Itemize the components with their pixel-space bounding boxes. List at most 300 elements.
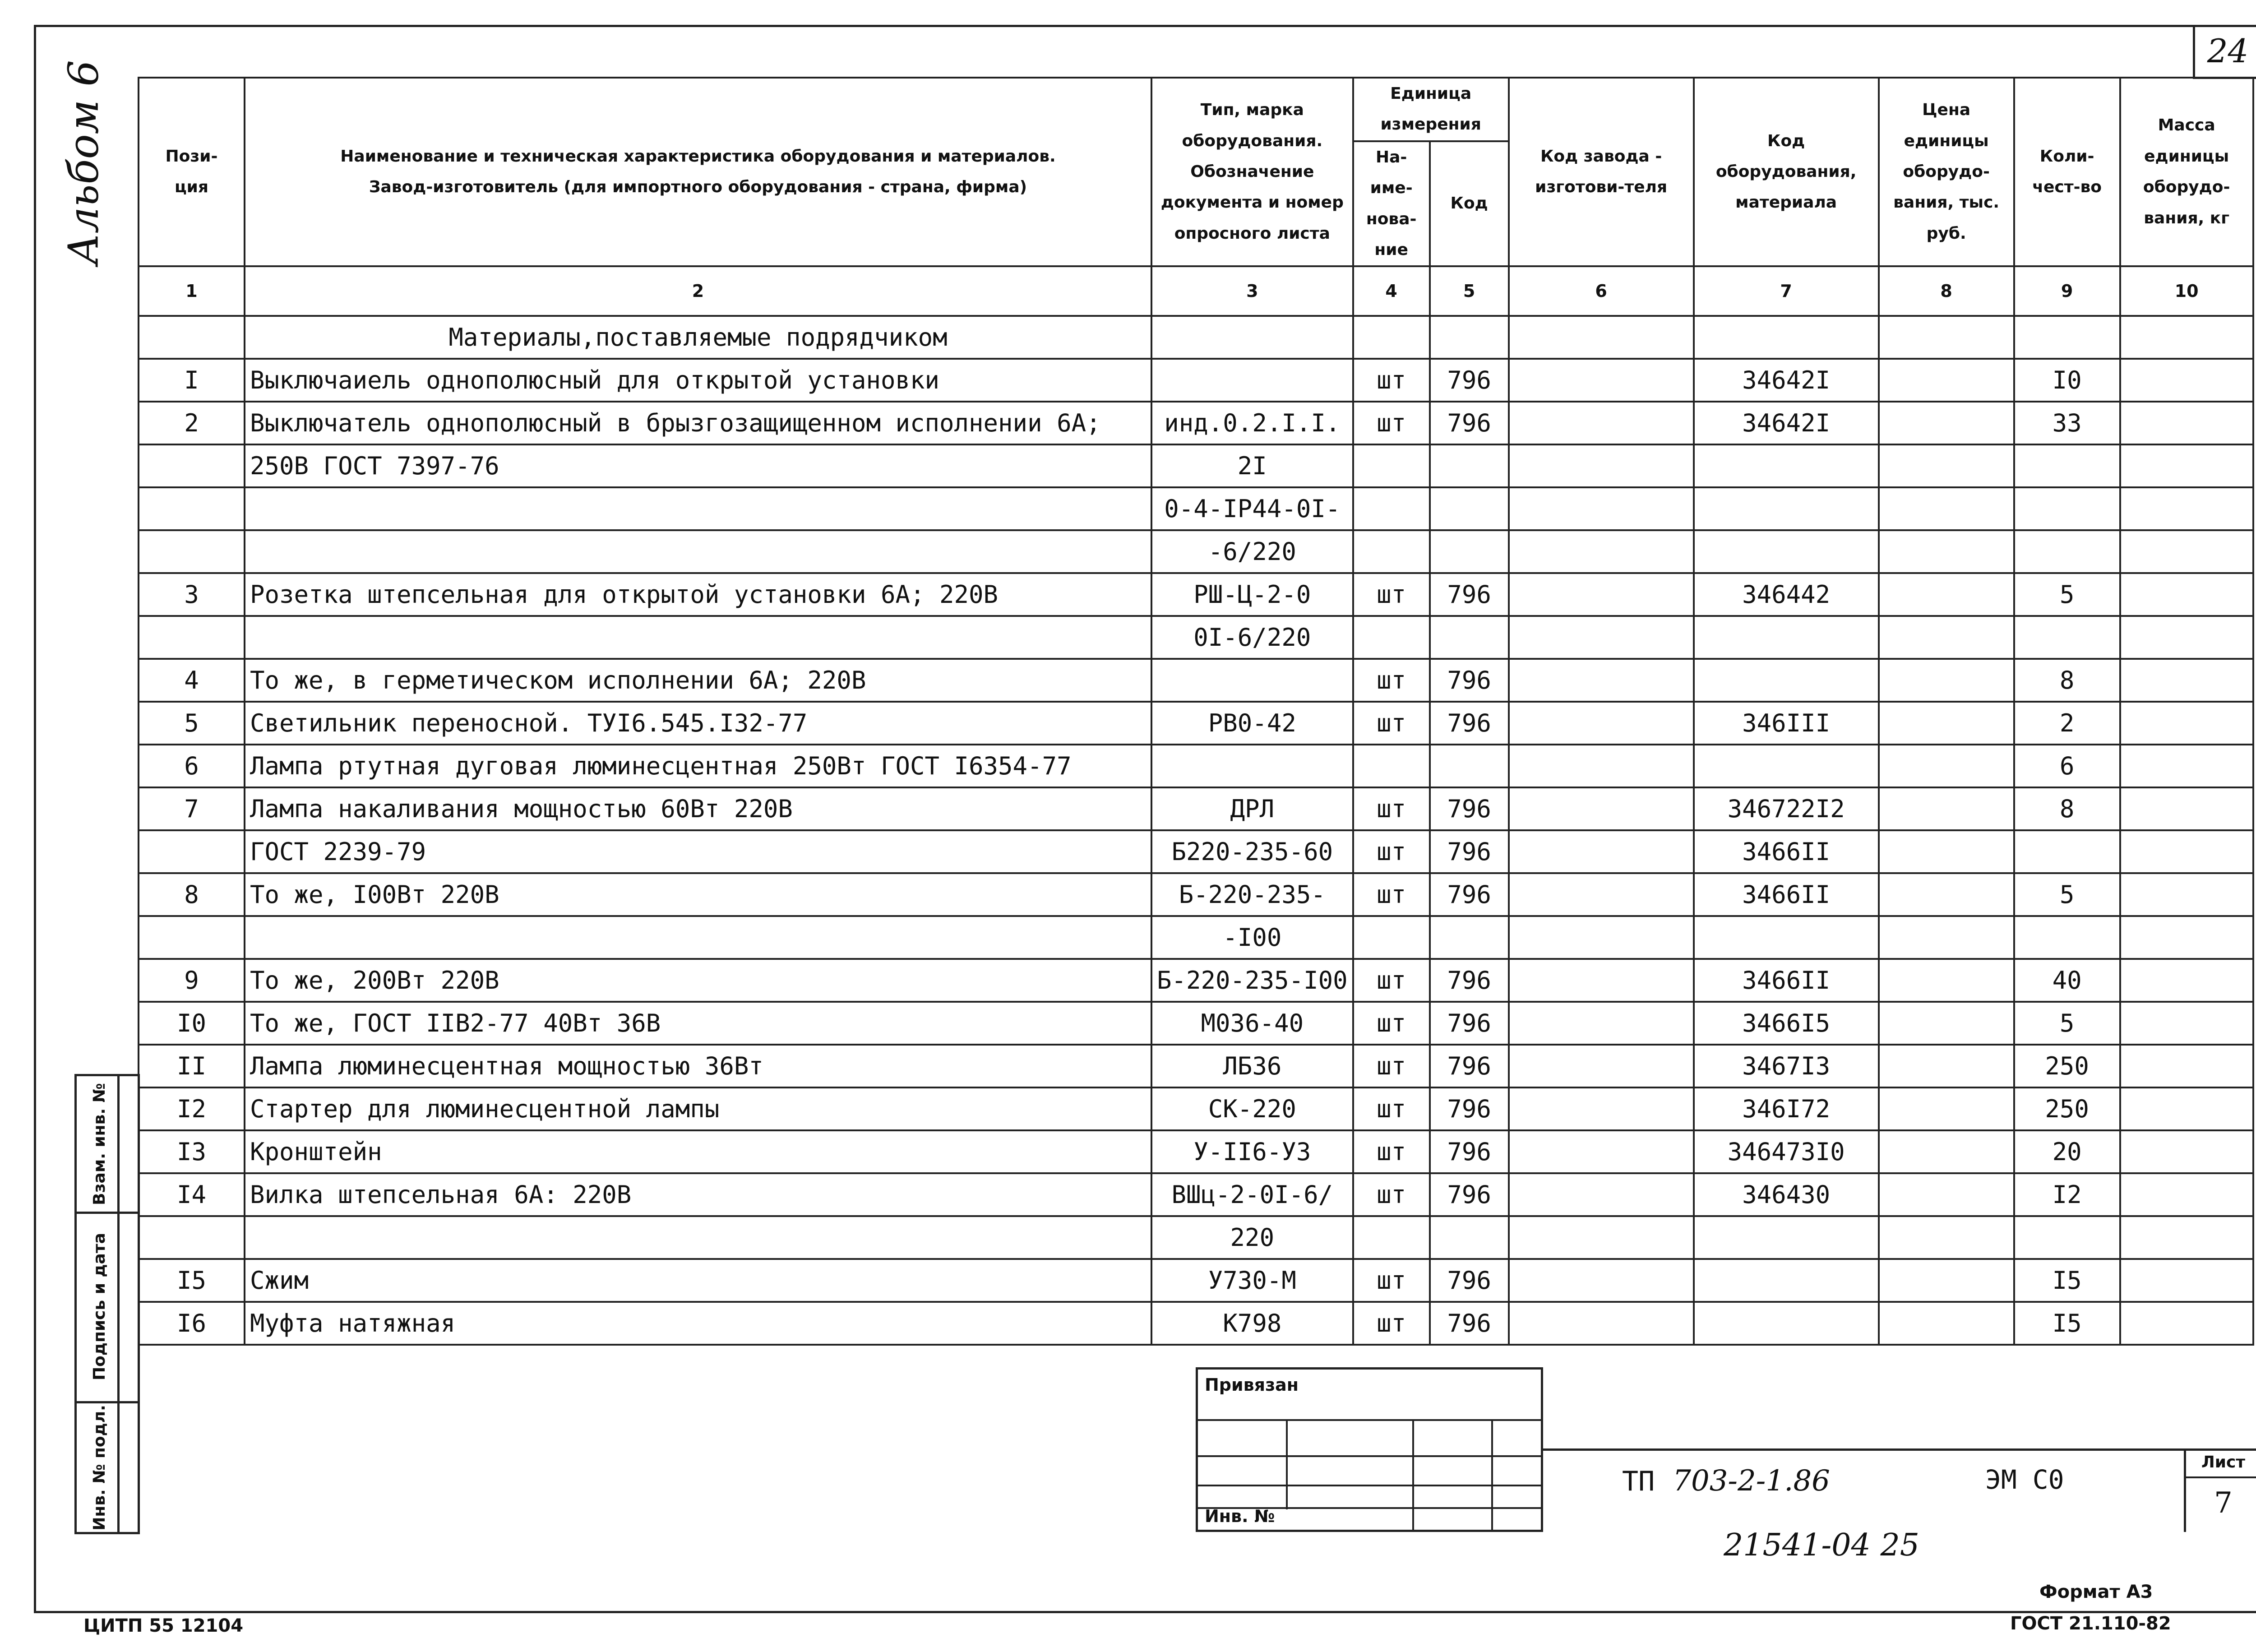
row-quantity <box>2014 530 2120 573</box>
sheet-box <box>2184 1448 2256 1532</box>
stamp-line <box>1198 1419 1541 1421</box>
row-factory-code <box>1509 1002 1694 1045</box>
row-quantity: 40 <box>2014 959 2120 1002</box>
row-material-code <box>1694 530 1879 573</box>
row-unit-code: 796 <box>1430 873 1509 916</box>
sheet-number-top: 24 <box>2193 25 2256 79</box>
row-unit: шт <box>1353 787 1430 830</box>
header-unit-group: Единица измерения <box>1353 78 1509 141</box>
row-quantity: 250 <box>2014 1045 2120 1087</box>
row-position: I5 <box>139 1259 245 1302</box>
document-code <box>1622 1464 1830 1498</box>
row-mass <box>2120 444 2253 487</box>
album-label: Альбом 6 <box>59 60 108 265</box>
row-mass <box>2120 573 2253 616</box>
row-material-code: 3466II <box>1694 873 1879 916</box>
row-quantity: 5 <box>2014 573 2120 616</box>
table-row <box>139 659 2253 702</box>
table-row <box>139 573 2253 616</box>
row-factory-code <box>1509 830 1694 873</box>
row-material-code <box>1694 659 1879 702</box>
row-unit: шт <box>1353 1045 1430 1087</box>
column-number: 1 <box>139 266 245 316</box>
row-type: РШ-Ц-2-0 <box>1151 573 1353 616</box>
row-mass <box>2120 916 2253 959</box>
side-label-inv: Инв. № подл. <box>90 1405 109 1531</box>
row-quantity: 8 <box>2014 659 2120 702</box>
row-material-code <box>1694 1302 1879 1345</box>
row-unit <box>1353 1216 1430 1259</box>
row-mass <box>2120 1087 2253 1130</box>
row-price <box>1879 1087 2014 1130</box>
row-type: 220 <box>1151 1216 1353 1259</box>
row-name: Лампа люминесцентная мощностью 36Вт <box>245 1045 1151 1087</box>
row-mass <box>2120 530 2253 573</box>
row-type: Б-220-235- <box>1151 873 1353 916</box>
row-price <box>1879 1216 2014 1259</box>
row-quantity: 5 <box>2014 873 2120 916</box>
row-unit: шт <box>1353 359 1430 402</box>
row-mass <box>2120 873 2253 916</box>
row-factory-code <box>1509 1259 1694 1302</box>
header-unit-name: На-име-нова-ние <box>1353 141 1430 267</box>
sheet-value: 7 <box>2214 1486 2233 1520</box>
row-position: 6 <box>139 745 245 787</box>
row-position: 3 <box>139 573 245 616</box>
row-position <box>139 444 245 487</box>
table-row <box>139 1173 2253 1216</box>
row-unit <box>1353 530 1430 573</box>
row-material-code: 3466II <box>1694 830 1879 873</box>
row-type <box>1151 359 1353 402</box>
row-material-code: 34642I <box>1694 359 1879 402</box>
row-unit-code <box>1430 530 1509 573</box>
row-unit <box>1353 745 1430 787</box>
row-unit-code: 796 <box>1430 359 1509 402</box>
row-mass <box>2120 1045 2253 1087</box>
table-row <box>139 1302 2253 1345</box>
row-position: I2 <box>139 1087 245 1130</box>
table-row <box>139 959 2253 1002</box>
row-type: М036-40 <box>1151 1002 1353 1045</box>
row-name: Сжим <box>245 1259 1151 1302</box>
row-material-code: 3466II <box>1694 959 1879 1002</box>
row-unit-code: 796 <box>1430 1045 1509 1087</box>
column-number: 8 <box>1879 266 2014 316</box>
stamp-line <box>1198 1485 1541 1486</box>
row-mass <box>2120 359 2253 402</box>
row-unit <box>1353 616 1430 659</box>
table-row <box>139 702 2253 745</box>
stamp-privyazan: Привязан <box>1205 1375 1299 1395</box>
row-unit <box>1353 916 1430 959</box>
row-factory-code <box>1509 873 1694 916</box>
table-row <box>139 1087 2253 1130</box>
row-type: У-II6-У3 <box>1151 1130 1353 1173</box>
row-unit-code <box>1430 616 1509 659</box>
row-unit-code <box>1430 444 1509 487</box>
row-position: I4 <box>139 1173 245 1216</box>
table-row <box>139 745 2253 787</box>
row-material-code: 346442 <box>1694 573 1879 616</box>
row-price <box>1879 444 2014 487</box>
row-price <box>1879 702 2014 745</box>
stamp-line <box>1198 1455 1541 1457</box>
table-row <box>139 1216 2253 1259</box>
table-row <box>139 1002 2253 1045</box>
row-position: 5 <box>139 702 245 745</box>
row-position <box>139 530 245 573</box>
column-number: 9 <box>2014 266 2120 316</box>
header-position: Пози- ция <box>139 78 245 266</box>
row-unit: шт <box>1353 1087 1430 1130</box>
row-position <box>139 1216 245 1259</box>
row-type: ДРЛ <box>1151 787 1353 830</box>
row-quantity: 250 <box>2014 1087 2120 1130</box>
row-mass <box>2120 830 2253 873</box>
row-unit: шт <box>1353 659 1430 702</box>
row-name: Светильник переносной. ТУI6.545.I32-77 <box>245 702 1151 745</box>
row-unit-code: 796 <box>1430 1173 1509 1216</box>
row-quantity <box>2014 616 2120 659</box>
row-quantity: I5 <box>2014 1302 2120 1345</box>
row-price <box>1879 1002 2014 1045</box>
row-position: 9 <box>139 959 245 1002</box>
row-type: Б220-235-60 <box>1151 830 1353 873</box>
row-material-code: 346III <box>1694 702 1879 745</box>
stamp-line <box>1412 1419 1414 1532</box>
row-unit-code: 796 <box>1430 573 1509 616</box>
row-mass <box>2120 659 2253 702</box>
header-material-code: Код оборудования, материала <box>1694 78 1879 266</box>
row-price <box>1879 1130 2014 1173</box>
row-price <box>1879 830 2014 873</box>
column-number: 10 <box>2120 266 2253 316</box>
column-number: 4 <box>1353 266 1430 316</box>
row-material-code <box>1694 916 1879 959</box>
row-material-code <box>1694 745 1879 787</box>
row-position <box>139 916 245 959</box>
row-name: То же, 200Вт 220В <box>245 959 1151 1002</box>
stamp-line <box>1286 1419 1288 1509</box>
row-factory-code <box>1509 1216 1694 1259</box>
row-material-code: 3466I5 <box>1694 1002 1879 1045</box>
table-row <box>139 359 2253 402</box>
row-unit-code: 796 <box>1430 702 1509 745</box>
row-type: Б-220-235-I00 <box>1151 959 1353 1002</box>
section-row <box>139 316 2253 359</box>
side-label-vzam: Взам. инв. № <box>90 1083 109 1205</box>
row-quantity <box>2014 1216 2120 1259</box>
table-row <box>139 1130 2253 1173</box>
column-number: 2 <box>245 266 1151 316</box>
row-mass <box>2120 702 2253 745</box>
row-type: инд.0.2.I.I. <box>1151 402 1353 444</box>
row-factory-code <box>1509 444 1694 487</box>
row-price <box>1879 1302 2014 1345</box>
side-strip-divider <box>117 1076 120 1532</box>
row-mass <box>2120 1259 2253 1302</box>
row-unit-code: 796 <box>1430 1002 1509 1045</box>
row-quantity <box>2014 830 2120 873</box>
table-row <box>139 1259 2253 1302</box>
row-quantity: 5 <box>2014 1002 2120 1045</box>
row-name <box>245 616 1151 659</box>
row-name <box>245 530 1151 573</box>
column-number: 3 <box>1151 266 1353 316</box>
row-name: То же, в герметическом исполнении 6А; 220В <box>245 659 1151 702</box>
table-row <box>139 916 2253 959</box>
row-mass <box>2120 1302 2253 1345</box>
row-factory-code <box>1509 402 1694 444</box>
row-position: I3 <box>139 1130 245 1173</box>
row-factory-code <box>1509 1045 1694 1087</box>
row-price <box>1879 916 2014 959</box>
side-label-podpis: Подпись и дата <box>90 1232 109 1380</box>
table-row <box>139 873 2253 916</box>
row-factory-code <box>1509 487 1694 530</box>
row-type: 0I-6/220 <box>1151 616 1353 659</box>
row-quantity: 20 <box>2014 1130 2120 1173</box>
row-quantity: 8 <box>2014 787 2120 830</box>
header-name: Наименование и техническая характеристика оборудования и материалов. Завод-изготовитель (для импортного оборудования - страна, фирма) <box>245 78 1151 266</box>
header-factory-code: Код завода - изготови-теля <box>1509 78 1694 266</box>
table-row <box>139 787 2253 830</box>
row-price <box>1879 745 2014 787</box>
column-number: 6 <box>1509 266 1694 316</box>
row-unit-code: 796 <box>1430 1259 1509 1302</box>
row-factory-code <box>1509 959 1694 1002</box>
document-code-prefix: ТП <box>1622 1466 1655 1497</box>
row-name <box>245 916 1151 959</box>
row-price <box>1879 1045 2014 1087</box>
row-unit-code <box>1430 916 1509 959</box>
row-unit: шт <box>1353 959 1430 1002</box>
row-price <box>1879 616 2014 659</box>
row-material-code <box>1694 487 1879 530</box>
table-row <box>139 616 2253 659</box>
row-price <box>1879 402 2014 444</box>
row-unit-code <box>1430 1216 1509 1259</box>
row-position: 8 <box>139 873 245 916</box>
row-material-code: 346430 <box>1694 1173 1879 1216</box>
row-mass <box>2120 616 2253 659</box>
row-quantity: 33 <box>2014 402 2120 444</box>
row-factory-code <box>1509 1302 1694 1345</box>
handwritten-number: 21541-04 25 <box>1724 1527 1919 1563</box>
row-factory-code <box>1509 359 1694 402</box>
row-type <box>1151 745 1353 787</box>
row-unit: шт <box>1353 1002 1430 1045</box>
row-type <box>1151 659 1353 702</box>
citp-label: ЦИТП 55 12104 <box>83 1615 244 1636</box>
row-unit-code <box>1430 745 1509 787</box>
row-unit: шт <box>1353 1259 1430 1302</box>
row-factory-code <box>1509 702 1694 745</box>
row-price <box>1879 487 2014 530</box>
table-row <box>139 444 2253 487</box>
row-unit <box>1353 487 1430 530</box>
row-quantity <box>2014 444 2120 487</box>
row-material-code <box>1694 1216 1879 1259</box>
row-factory-code <box>1509 659 1694 702</box>
side-stamp-strip <box>74 1074 140 1534</box>
row-factory-code <box>1509 916 1694 959</box>
header-mass: Масса единицы оборудо-вания, кг <box>2120 78 2253 266</box>
row-unit: шт <box>1353 702 1430 745</box>
row-quantity <box>2014 916 2120 959</box>
row-type: У730-М <box>1151 1259 1353 1302</box>
row-unit: шт <box>1353 873 1430 916</box>
row-name: Кронштейн <box>245 1130 1151 1173</box>
row-unit-code: 796 <box>1430 1130 1509 1173</box>
row-quantity <box>2014 487 2120 530</box>
row-unit-code: 796 <box>1430 787 1509 830</box>
row-unit-code: 796 <box>1430 659 1509 702</box>
row-price <box>1879 659 2014 702</box>
row-unit: шт <box>1353 1173 1430 1216</box>
row-name: Выключатель однополюсный в брызгозащищенном исполнении 6А; <box>245 402 1151 444</box>
equipment-table <box>138 77 2254 1346</box>
row-material-code: 346I72 <box>1694 1087 1879 1130</box>
row-name: Лампа ртутная дуговая люминесцентная 250Вт ГОСТ I6354-77 <box>245 745 1151 787</box>
row-price <box>1879 787 2014 830</box>
row-type: СК-220 <box>1151 1087 1353 1130</box>
row-material-code: 34642I <box>1694 402 1879 444</box>
row-mass <box>2120 787 2253 830</box>
row-name <box>245 1216 1151 1259</box>
row-name: Вилка штепсельная 6А: 220В <box>245 1173 1151 1216</box>
row-name <box>245 487 1151 530</box>
header-unit-code: Код <box>1430 141 1509 267</box>
row-unit-code: 796 <box>1430 959 1509 1002</box>
row-position: I0 <box>139 1002 245 1045</box>
row-position: 7 <box>139 787 245 830</box>
row-factory-code <box>1509 573 1694 616</box>
row-position: 4 <box>139 659 245 702</box>
row-mass <box>2120 402 2253 444</box>
row-type: 2I <box>1151 444 1353 487</box>
row-name: Стартер для люминесцентной лампы <box>245 1087 1151 1130</box>
row-price <box>1879 1259 2014 1302</box>
row-position <box>139 830 245 873</box>
row-position <box>139 616 245 659</box>
table-row <box>139 830 2253 873</box>
row-factory-code <box>1509 1173 1694 1216</box>
row-material-code: 346722I2 <box>1694 787 1879 830</box>
row-price <box>1879 359 2014 402</box>
row-mass <box>2120 1002 2253 1045</box>
row-quantity: 2 <box>2014 702 2120 745</box>
sheet-label: Лист <box>2186 1448 2256 1478</box>
row-unit-code: 796 <box>1430 402 1509 444</box>
row-unit: шт <box>1353 573 1430 616</box>
table-row <box>139 487 2253 530</box>
stamp-line <box>1491 1419 1493 1532</box>
row-price <box>1879 873 2014 916</box>
row-position <box>139 487 245 530</box>
table-row <box>139 402 2253 444</box>
row-mass <box>2120 1216 2253 1259</box>
row-price <box>1879 959 2014 1002</box>
row-type: К798 <box>1151 1302 1353 1345</box>
row-type: 0-4-IP44-0I- <box>1151 487 1353 530</box>
row-mass <box>2120 1173 2253 1216</box>
row-quantity: 6 <box>2014 745 2120 787</box>
row-price <box>1879 573 2014 616</box>
row-position: I6 <box>139 1302 245 1345</box>
row-name: Выключаиель однополюсный для открытой установки <box>245 359 1151 402</box>
row-quantity: I5 <box>2014 1259 2120 1302</box>
row-price <box>1879 1173 2014 1216</box>
table-row <box>139 1045 2253 1087</box>
row-position: I <box>139 359 245 402</box>
row-type: РВ0-42 <box>1151 702 1353 745</box>
row-unit: шт <box>1353 1302 1430 1345</box>
row-material-code <box>1694 1259 1879 1302</box>
header-price: Цена единицы оборудо-вания, тыс. руб. <box>1879 78 2014 266</box>
row-factory-code <box>1509 616 1694 659</box>
row-mass <box>2120 1130 2253 1173</box>
row-mass <box>2120 487 2253 530</box>
column-number: 5 <box>1430 266 1509 316</box>
row-mass <box>2120 959 2253 1002</box>
row-unit <box>1353 444 1430 487</box>
row-name: ГОСТ 2239-79 <box>245 830 1151 873</box>
row-position: II <box>139 1045 245 1087</box>
gost-label: ГОСТ 21.110-82 <box>2010 1613 2171 1634</box>
row-factory-code <box>1509 745 1694 787</box>
row-material-code <box>1694 616 1879 659</box>
document-code-number: 703-2-1.86 <box>1673 1464 1830 1498</box>
row-unit-code: 796 <box>1430 1302 1509 1345</box>
row-material-code <box>1694 444 1879 487</box>
header-quantity: Коли-чест-во <box>2014 78 2120 266</box>
row-unit: шт <box>1353 830 1430 873</box>
format-label: Формат А3 <box>2039 1582 2153 1602</box>
row-name: Муфта натяжная <box>245 1302 1151 1345</box>
row-factory-code <box>1509 1130 1694 1173</box>
row-unit-code: 796 <box>1430 1087 1509 1130</box>
row-quantity: I0 <box>2014 359 2120 402</box>
row-name: 250В ГОСТ 7397-76 <box>245 444 1151 487</box>
row-factory-code <box>1509 530 1694 573</box>
row-unit-code <box>1430 487 1509 530</box>
section-title: Материалы,поставляемые подрядчиком <box>245 316 1151 359</box>
row-name: То же, ГОСТ IIВ2-77 40Вт 36В <box>245 1002 1151 1045</box>
row-name: То же, I00Вт 220В <box>245 873 1151 916</box>
row-type: -6/220 <box>1151 530 1353 573</box>
row-name: Розетка штепсельная для открытой установки 6А; 220В <box>245 573 1151 616</box>
row-position: 2 <box>139 402 245 444</box>
row-quantity: I2 <box>2014 1173 2120 1216</box>
row-name: Лампа накаливания мощностью 60Вт 220В <box>245 787 1151 830</box>
document-section: ЭМ С0 <box>1985 1464 2064 1495</box>
binding-stamp <box>1196 1367 1543 1532</box>
row-unit: шт <box>1353 1130 1430 1173</box>
row-factory-code <box>1509 787 1694 830</box>
row-material-code: 3467I3 <box>1694 1045 1879 1087</box>
column-number: 7 <box>1694 266 1879 316</box>
stamp-inv-no: Инв. № <box>1205 1506 1275 1526</box>
row-factory-code <box>1509 1087 1694 1130</box>
row-mass <box>2120 745 2253 787</box>
header-type: Тип, марка оборудования. Обозначение документа и номер опросного листа <box>1151 78 1353 266</box>
row-type: -I00 <box>1151 916 1353 959</box>
row-material-code: 346473I0 <box>1694 1130 1879 1173</box>
table-row <box>139 530 2253 573</box>
row-unit: шт <box>1353 402 1430 444</box>
